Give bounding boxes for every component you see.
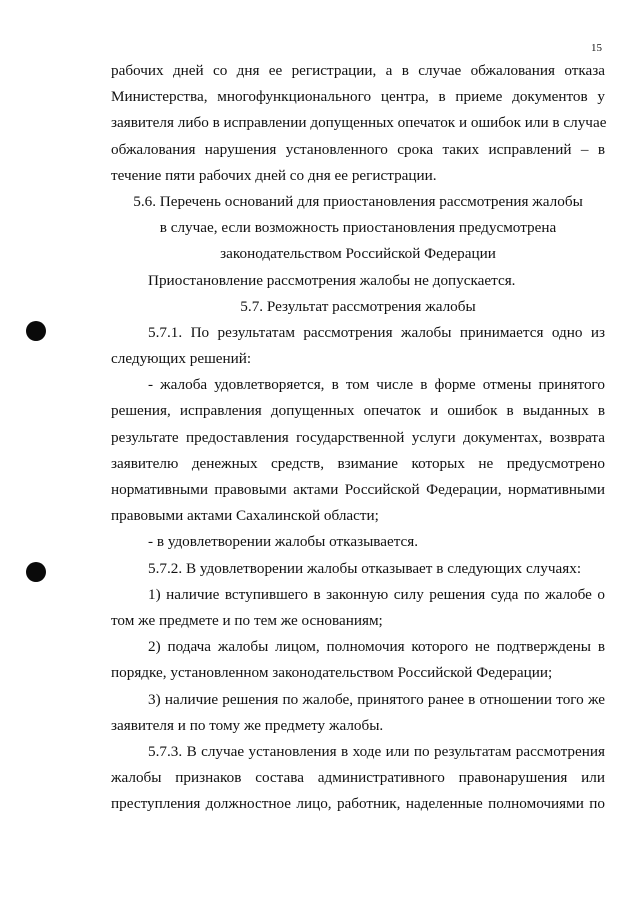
text-line: решения, исправления допущенных опечаток и ошибок в выданных в (111, 402, 605, 420)
text-line: - в удовлетворении жалобы отказывается. (148, 533, 419, 551)
text-line: заявителя либо в исправлении допущенных опечаток и ошибок или в случае (111, 114, 607, 132)
text-line: Министерства, многофункционального центра, в приеме документов у (111, 88, 605, 106)
text-line: 2) подача жалобы лицом, полномочия которого не подтверждены в (148, 638, 605, 656)
text-line: законодательством Российской Федерации (220, 245, 496, 263)
text-line: порядке, установленном законодательством Российской Федерации; (111, 664, 553, 682)
text-line: 1) наличие вступившего в законную силу решения суда по жалобе о (148, 585, 605, 603)
text-line: Приостановление рассмотрения жалобы не допускается. (148, 271, 516, 289)
text-line: 5.6. Перечень оснований для приостановления рассмотрения жалобы (133, 192, 583, 210)
punch-hole-lower (26, 562, 46, 582)
text-line: следующих решений: (111, 350, 252, 368)
text-line: жалобы признаков состава административного правонарушения или (111, 769, 605, 787)
text-line: обжалования нарушения установленного срока таких исправлений – в (111, 140, 605, 158)
text-line: результате предоставления государственной услуги документах, возврата (111, 428, 605, 446)
text-line: преступления должностное лицо, работник, наделенные полномочиями по (111, 795, 605, 813)
text-line: заявителю денежных средств, взимание которых не предусмотрено (111, 454, 605, 472)
text-line: нормативными правовыми актами Российской Федерации, нормативными (111, 481, 605, 498)
page-number: 15 (591, 42, 602, 54)
text-line: течение пяти рабочих дней со дня ее регистрации. (111, 166, 437, 184)
text-line: правовыми актами Сахалинской области; (111, 507, 379, 525)
text-line: 3) наличие решения по жалобе, принятого ранее в отношении того же (148, 690, 605, 708)
text-line: 5.7.3. В случае установления в ходе или по результатам рассмотрения (148, 742, 605, 760)
text-line: рабочих дней со дня ее регистрации, а в случае обжалования отказа (111, 62, 605, 79)
text-line: 5.7.1. По результатам рассмотрения жалобы принимается одно из (148, 323, 605, 341)
text-line: 5.7.2. В удовлетворении жалобы отказывает в следующих случаях: (148, 559, 582, 577)
text-line: в случае, если возможность приостановления предусмотрена (159, 219, 557, 237)
text-line: 5.7. Результат рассмотрения жалобы (240, 297, 476, 315)
punch-hole-upper (26, 321, 46, 341)
text-line: том же предмете и по тем же основаниям; (111, 611, 383, 629)
document-body (111, 58, 605, 817)
text-line: - жалоба удовлетворяется, в том числе в форме отмены принятого (148, 376, 605, 394)
text-line: заявителя и по тому же предмету жалобы. (111, 716, 384, 734)
